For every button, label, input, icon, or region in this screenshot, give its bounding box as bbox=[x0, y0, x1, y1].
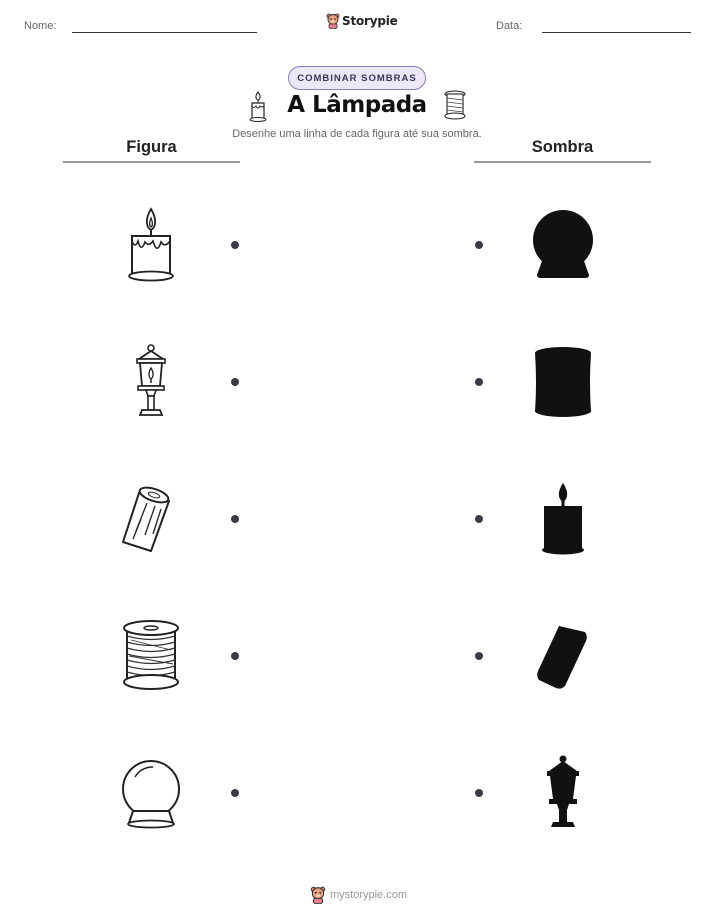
brand-logo bbox=[326, 13, 398, 29]
bear-mascot-icon bbox=[326, 13, 340, 29]
column-heading-figure: Figura bbox=[126, 138, 177, 156]
footer bbox=[310, 886, 407, 904]
candle-icon bbox=[111, 205, 191, 285]
shadow-connect-dot[interactable] bbox=[475, 789, 483, 797]
brand-name: Storypie bbox=[342, 14, 398, 28]
shadow-connect-dot[interactable] bbox=[475, 652, 483, 660]
figure-connect-dot[interactable] bbox=[231, 515, 239, 523]
thread-spool-shadow-icon bbox=[523, 342, 603, 422]
lantern-shadow-icon bbox=[523, 753, 603, 833]
activity-badge: COMBINAR SOMBRAS bbox=[288, 66, 426, 90]
log-icon bbox=[111, 479, 191, 559]
name-field-line[interactable] bbox=[72, 32, 257, 33]
lantern-icon bbox=[111, 342, 191, 422]
thread-spool-icon bbox=[111, 616, 191, 696]
figure-connect-dot[interactable] bbox=[231, 378, 239, 386]
figure-connect-dot[interactable] bbox=[231, 241, 239, 249]
crystal-ball-shadow-icon bbox=[523, 205, 603, 285]
shadow-connect-dot[interactable] bbox=[475, 241, 483, 249]
date-label: Data: bbox=[496, 20, 523, 32]
crystal-ball-icon bbox=[111, 753, 191, 833]
column-heading-shadow: Sombra bbox=[531, 138, 594, 156]
candle-shadow-icon bbox=[523, 479, 603, 559]
instructions-text: Desenhe uma linha de cada figura até sua sombra. bbox=[232, 128, 482, 140]
figure-connect-dot[interactable] bbox=[231, 652, 239, 660]
bear-mascot-icon bbox=[310, 886, 326, 904]
shadow-connect-dot[interactable] bbox=[475, 515, 483, 523]
column-divider-left bbox=[63, 161, 240, 163]
column-divider-right bbox=[474, 161, 651, 163]
page-title: A Lâmpada bbox=[287, 92, 427, 118]
footer-url[interactable]: mystorypie.com bbox=[330, 889, 408, 901]
date-field-line[interactable] bbox=[542, 32, 691, 33]
log-shadow-icon bbox=[523, 616, 603, 696]
figure-connect-dot[interactable] bbox=[231, 789, 239, 797]
name-label: Nome: bbox=[24, 20, 57, 32]
shadow-connect-dot[interactable] bbox=[475, 378, 483, 386]
spool-title-icon bbox=[444, 90, 466, 120]
